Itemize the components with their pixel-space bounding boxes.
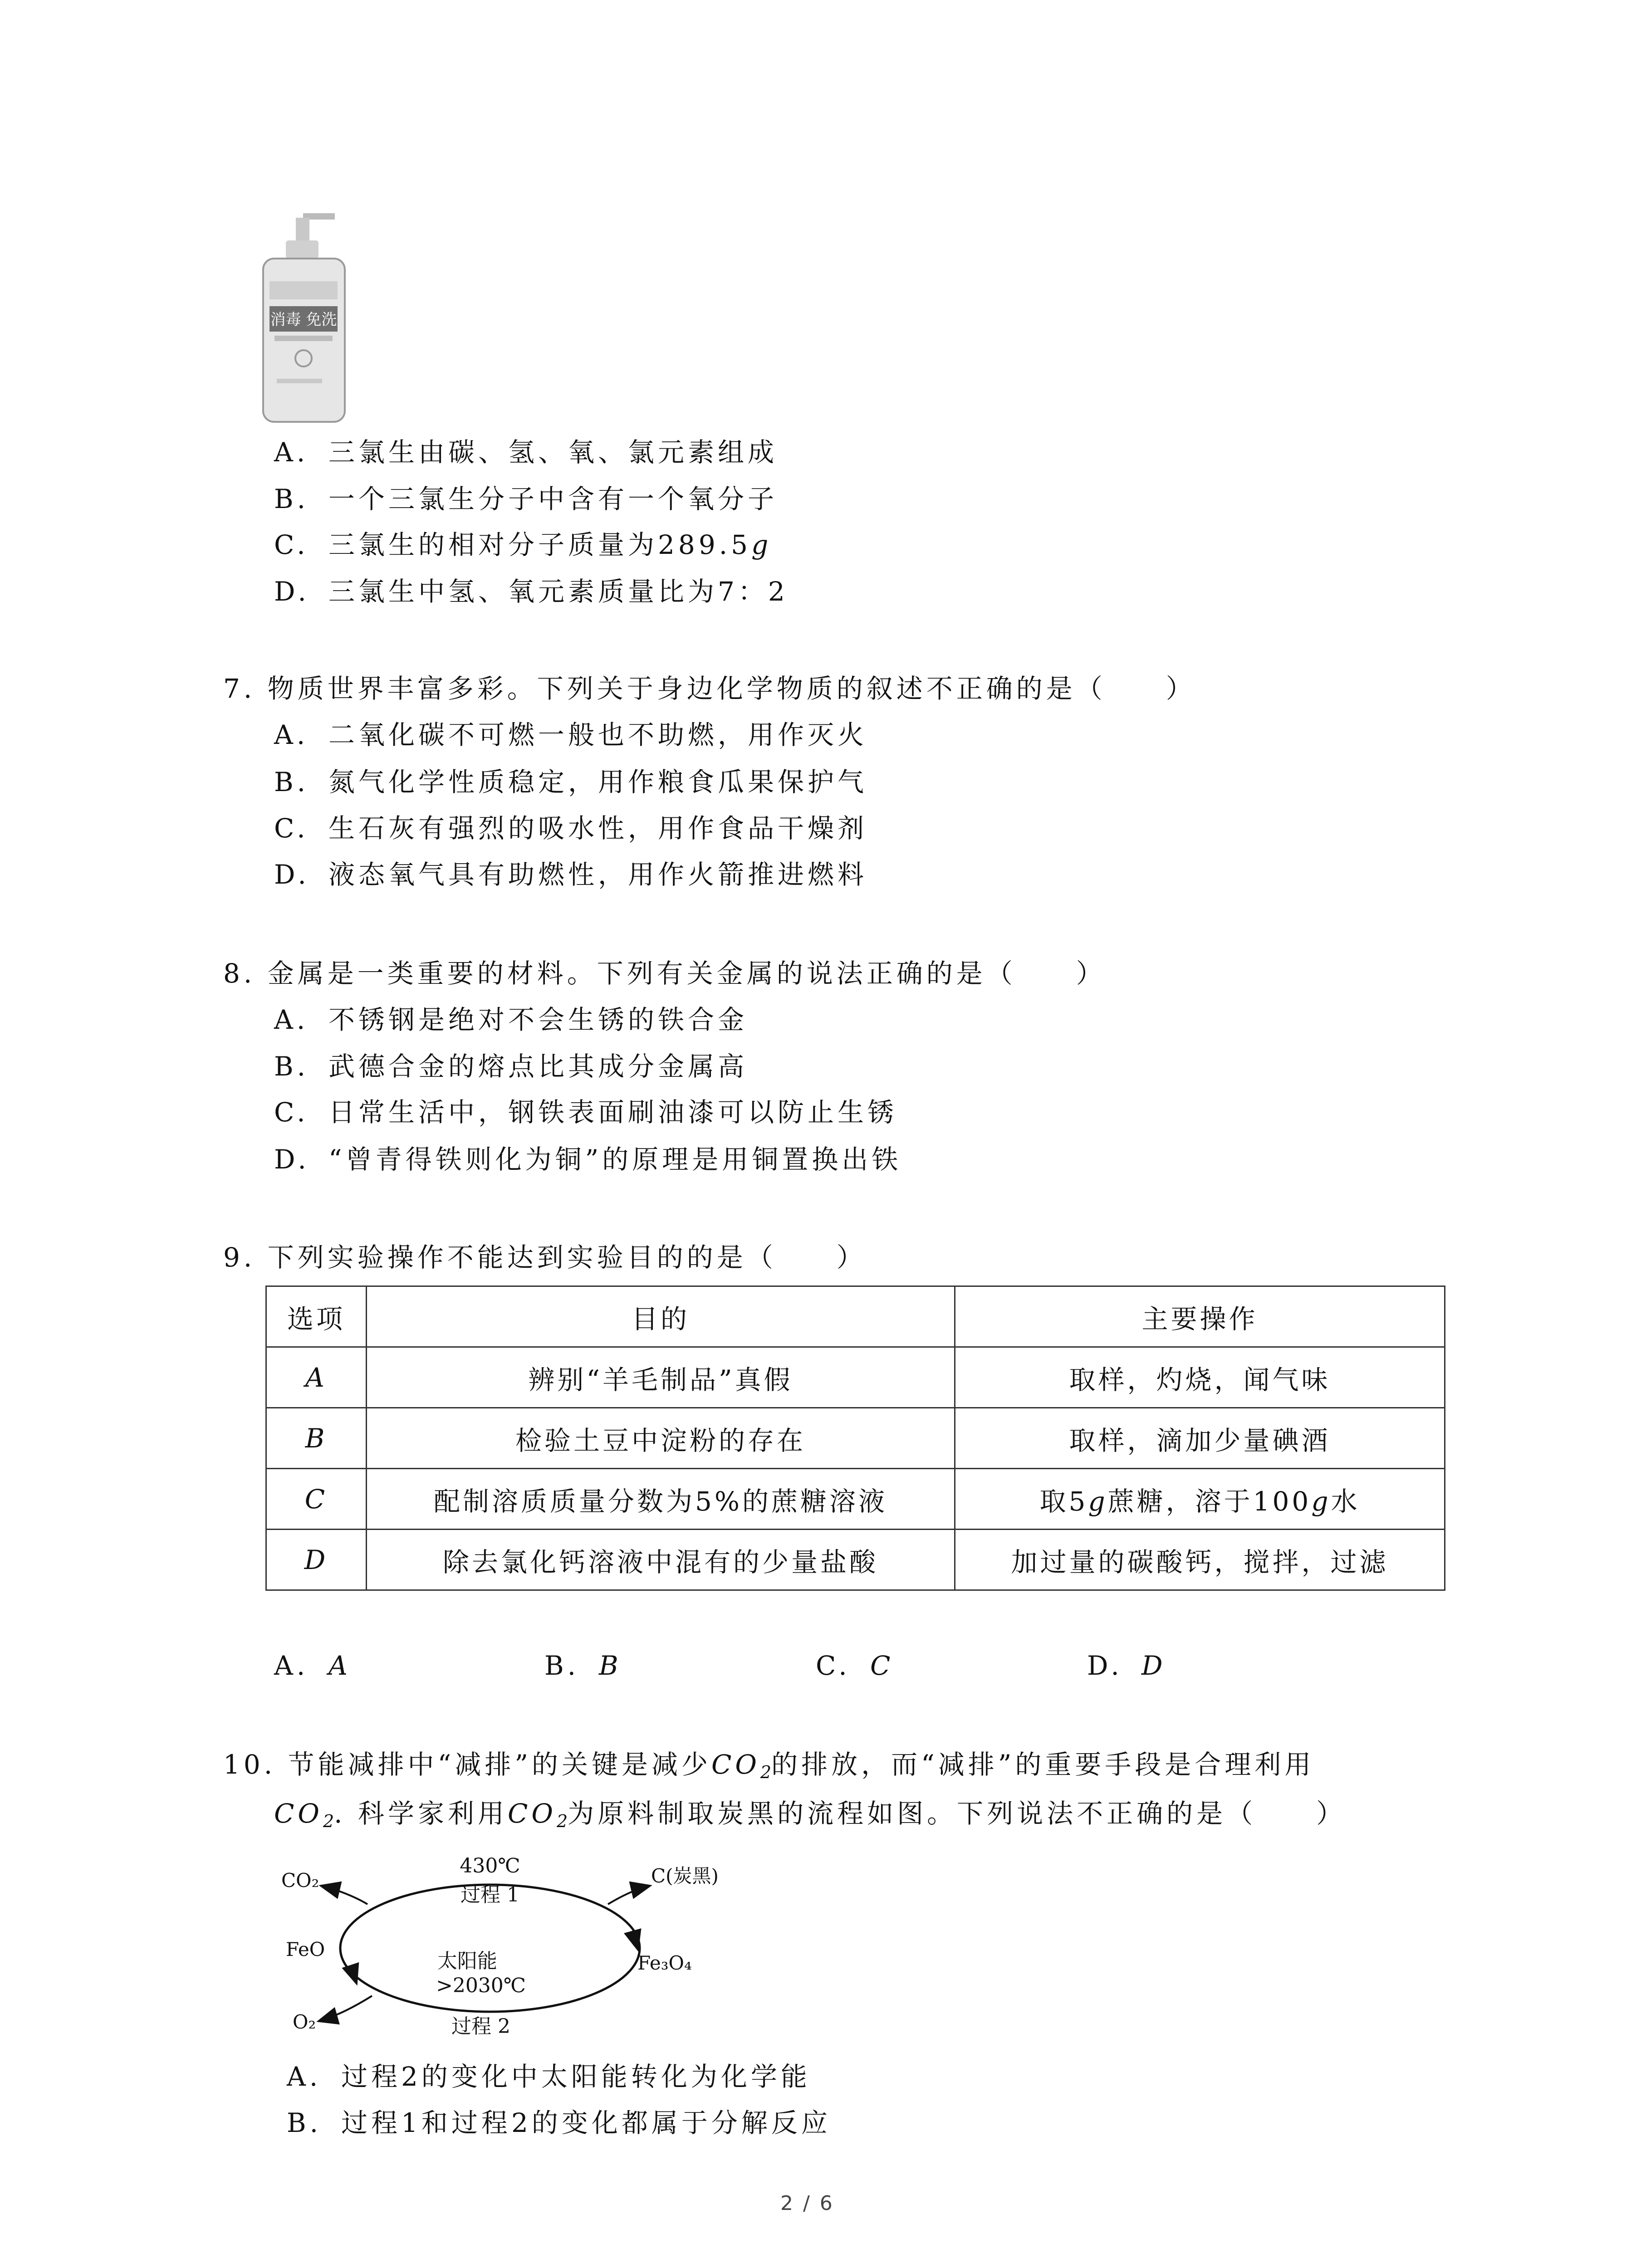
carbon-black-label: C(炭黑) <box>651 1865 719 1887</box>
q8-stem: 8. 金属是一类重要的材料。下列有关金属的说法正确的是（ ） <box>223 958 1106 989</box>
q8-option-a: A. 不锈钢是绝对不会生锈的铁合金 <box>274 1004 748 1035</box>
q10-stem-line2: $CO_2$. 科学家利用$CO_2$为原料制取炭黑的流程如图。下列说法不正确的是（ ） <box>274 1798 1347 1831</box>
sanitizer-bottle-image <box>254 213 372 426</box>
q9-experiment-table <box>265 1286 1445 1591</box>
q9-answer-d: D. D <box>1087 1650 1166 1681</box>
temp-2030: >2030℃ <box>436 1974 526 1997</box>
table-row: B 检验土豆中淀粉的存在 取样，滴加少量碘酒 <box>266 1408 1445 1469</box>
process-1-label: 过程 1 <box>460 1883 519 1906</box>
q7-stem: 7. 物质世界丰富多彩。下列关于身边化学物质的叙述不正确的是（ ） <box>223 673 1196 704</box>
process-2-label: 过程 2 <box>451 2015 510 2038</box>
solar-energy-label: 太阳能 <box>437 1950 497 1973</box>
temp-430: 430℃ <box>460 1854 520 1877</box>
q6-option-c: C. 三氯生的相对分子质量为289.5g <box>274 529 772 560</box>
q8-option-d: D. “曾青得铁则化为铜”的原理是用铜置换出铁 <box>274 1144 902 1175</box>
q6-option-b: B. 一个三氯生分子中含有一个氧分子 <box>274 484 778 514</box>
table-header-operation: 主要操作 <box>955 1286 1445 1347</box>
q7-option-a: A. 二氧化碳不可燃一般也不助燃，用作灭火 <box>274 719 868 750</box>
q7-option-b: B. 氮气化学性质稳定，用作粮食瓜果保护气 <box>274 767 868 797</box>
feo-label: FeO <box>286 1938 325 1960</box>
table-row: A 辨别“羊毛制品”真假 取样，灼烧，闻气味 <box>266 1347 1445 1408</box>
q6-option-a: A. 三氯生由碳、氢、氧、氯元素组成 <box>274 437 778 468</box>
fe3o4-label: Fe₃O₄ <box>637 1952 692 1974</box>
table-header-option: 选项 <box>266 1286 367 1347</box>
arrow-co2 <box>322 1886 367 1904</box>
q9-answer-c: C. C <box>816 1650 894 1681</box>
table-header-row <box>266 1286 1445 1347</box>
q9-answer-b: B. B <box>544 1650 622 1681</box>
arrow-o2 <box>320 1996 372 2021</box>
bottle-label: 消毒 免洗 <box>270 311 337 329</box>
q10-stem-line1: 10. 节能减排中“减排”的关键是减少$CO_2$的排放，而“减排”的重要手段是合理利用 <box>223 1749 1315 1782</box>
co2-label: CO₂ <box>281 1869 319 1892</box>
table-row: D 除去氯化钙溶液中混有的少量盐酸 加过量的碳酸钙，搅拌，过滤 <box>266 1530 1445 1590</box>
q9-stem: 9. 下列实验操作不能达到实验目的的是（ ） <box>223 1242 867 1273</box>
q7-option-d: D. 液态氧气具有助燃性，用作火箭推进燃料 <box>274 859 868 890</box>
q10-option-b: B. 过程1和过程2的变化都属于分解反应 <box>287 2107 831 2138</box>
q8-option-b: B. 武德合金的熔点比其成分金属高 <box>274 1051 748 1082</box>
q6-option-d: D. 三氯生中氢、氧元素质量比为7：2 <box>274 576 789 607</box>
q9-answer-a: A. A <box>274 1650 351 1681</box>
o2-label: O₂ <box>293 2011 316 2033</box>
table-header-goal: 目的 <box>367 1286 955 1347</box>
page-number: 2 / 6 <box>780 2192 834 2215</box>
q7-option-c: C. 生石灰有强烈的吸水性，用作食品干燥剂 <box>274 813 868 844</box>
q10-option-a: A. 过程2的变化中太阳能转化为化学能 <box>287 2061 811 2092</box>
arrow-c <box>608 1886 649 1904</box>
q8-option-c: C. 日常生活中，钢铁表面刷油漆可以防止生锈 <box>274 1097 898 1128</box>
table-row: C 配制溶质质量分数为5%的蔗糖溶液 取5g蔗糖，溶于100g水 <box>266 1469 1445 1530</box>
co2-carbon-cycle-diagram <box>272 1851 719 2041</box>
